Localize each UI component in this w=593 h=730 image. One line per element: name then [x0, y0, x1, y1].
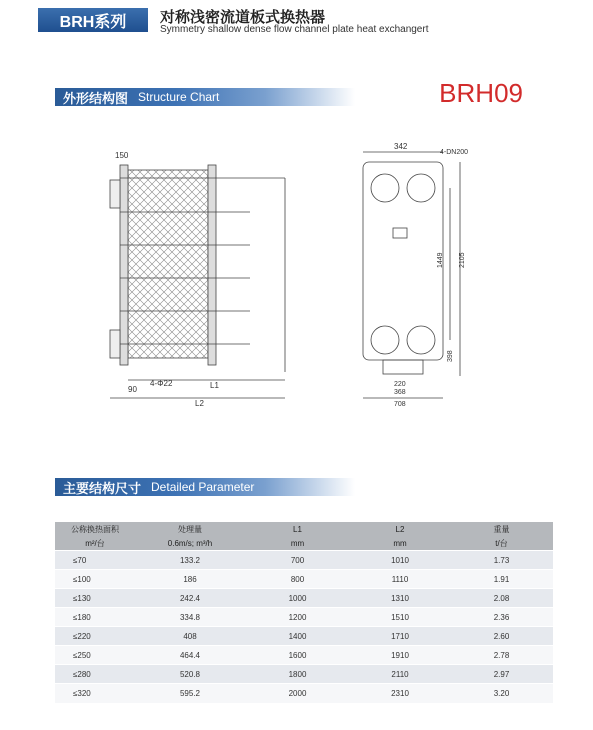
cell-l1: 1200: [245, 608, 350, 627]
cell-area: ≤220: [55, 627, 135, 646]
port-top-right: [407, 174, 435, 202]
unit-l1: mm: [290, 538, 305, 548]
unit-l2: mm: [393, 538, 407, 548]
cell-l2: 2310: [350, 684, 450, 703]
cell-capacity: 595.2: [135, 684, 245, 703]
side-view: [110, 165, 285, 398]
unit-area: m²/台: [85, 538, 105, 548]
product-title-cn: 对称浅密流道板式换热器: [160, 9, 326, 26]
cell-l1: 1800: [245, 665, 350, 684]
product-title-en: Symmetry shallow dense flow channel plate heat exchangert: [160, 24, 429, 35]
cell-l1: 800: [245, 570, 350, 589]
cell-weight: 2.97: [450, 665, 553, 684]
cell-area: ≤130: [55, 589, 135, 608]
cell-l2: 1910: [350, 646, 450, 665]
cell-l2: 1710: [350, 627, 450, 646]
cell-l1: 1400: [245, 627, 350, 646]
cell-l2: 1510: [350, 608, 450, 627]
cell-weight: 2.08: [450, 589, 553, 608]
table-row: [55, 589, 553, 608]
cell-weight: 1.91: [450, 570, 553, 589]
table-row: [55, 684, 553, 703]
cell-capacity: 334.8: [135, 608, 245, 627]
port-label: 4-DN200: [440, 149, 469, 156]
dim-150: 150: [115, 151, 129, 160]
dim-l1: L1: [210, 381, 219, 390]
dim-220: 220: [394, 381, 406, 388]
table-header-row-units: [55, 536, 553, 551]
cell-capacity: 133.2: [135, 551, 245, 570]
cell-l2: 1310: [350, 589, 450, 608]
cell-weight: 2.78: [450, 646, 553, 665]
base-foot: [383, 360, 423, 374]
table-row: [55, 627, 553, 646]
port-bottom-left: [371, 326, 399, 354]
cell-area: ≤180: [55, 608, 135, 627]
cell-area: ≤100: [55, 570, 135, 589]
cell-l2: 2110: [350, 665, 450, 684]
cell-l2: 1110: [350, 570, 450, 589]
dim-342: 342: [394, 142, 408, 151]
pressure-plate: [208, 165, 216, 365]
cell-capacity: 464.4: [135, 646, 245, 665]
parameter-table: [55, 522, 553, 703]
parameter-title-en: Detailed Parameter: [151, 480, 255, 494]
structure-section-bar: [55, 88, 355, 106]
port-top-left: [371, 174, 399, 202]
table-row: [55, 608, 553, 627]
structure-title-cn: 外形结构图: [63, 90, 129, 106]
cell-weight: 2.36: [450, 608, 553, 627]
dim-1449: 1449: [437, 252, 444, 268]
header-weight: 重量: [493, 524, 510, 534]
upper-nozzle: [110, 180, 120, 208]
cell-l2: 1010: [350, 551, 450, 570]
table-header-row-top: [55, 522, 553, 536]
nameplate: [393, 228, 407, 238]
cell-weight: 3.20: [450, 684, 553, 703]
cell-weight: 2.60: [450, 627, 553, 646]
bolt-holes-label: 4-Φ22: [150, 379, 173, 388]
table-row: [55, 665, 553, 684]
structure-drawing: [100, 140, 560, 420]
parameter-title-cn: 主要结构尺寸: [63, 480, 142, 496]
unit-weight: t/台: [495, 538, 508, 548]
series-tag: BRH系列: [38, 8, 148, 32]
header-area: 公称换热面积: [71, 524, 119, 534]
dim-2105: 2105: [459, 252, 466, 268]
cell-area: ≤280: [55, 665, 135, 684]
dim-90: 90: [128, 385, 137, 394]
unit-capacity: 0.6m/s; m³/h: [167, 538, 213, 548]
parameter-section-bar: [55, 478, 355, 496]
cell-l1: 2000: [245, 684, 350, 703]
cell-area: ≤250: [55, 646, 135, 665]
model-number: BRH09: [439, 78, 523, 108]
lower-nozzle: [110, 330, 120, 358]
table-row: [55, 551, 553, 570]
cell-l1: 1000: [245, 589, 350, 608]
structure-title-en: Structure Chart: [138, 90, 220, 104]
cell-capacity: 408: [135, 627, 245, 646]
cell-weight: 1.73: [450, 551, 553, 570]
cell-area: ≤320: [55, 684, 135, 703]
cell-area: ≤70: [55, 551, 135, 570]
cell-l1: 700: [245, 551, 350, 570]
header-l2: L2: [395, 524, 405, 534]
parameter-table-wrap: [55, 522, 553, 703]
cell-capacity: 242.4: [135, 589, 245, 608]
plate-pack: [128, 170, 208, 358]
dim-l2: L2: [195, 399, 204, 408]
table-row: [55, 570, 553, 589]
cell-capacity: 520.8: [135, 665, 245, 684]
dim-708: 708: [394, 401, 406, 408]
header-capacity: 处理量: [178, 524, 202, 534]
cell-capacity: 186: [135, 570, 245, 589]
port-bottom-right: [407, 326, 435, 354]
table-row: [55, 646, 553, 665]
header-l1: L1: [293, 524, 302, 534]
fixed-frame: [120, 165, 128, 365]
front-view: [363, 152, 460, 398]
dim-398: 398: [447, 350, 454, 362]
dim-368: 368: [394, 389, 406, 396]
cell-l1: 1600: [245, 646, 350, 665]
